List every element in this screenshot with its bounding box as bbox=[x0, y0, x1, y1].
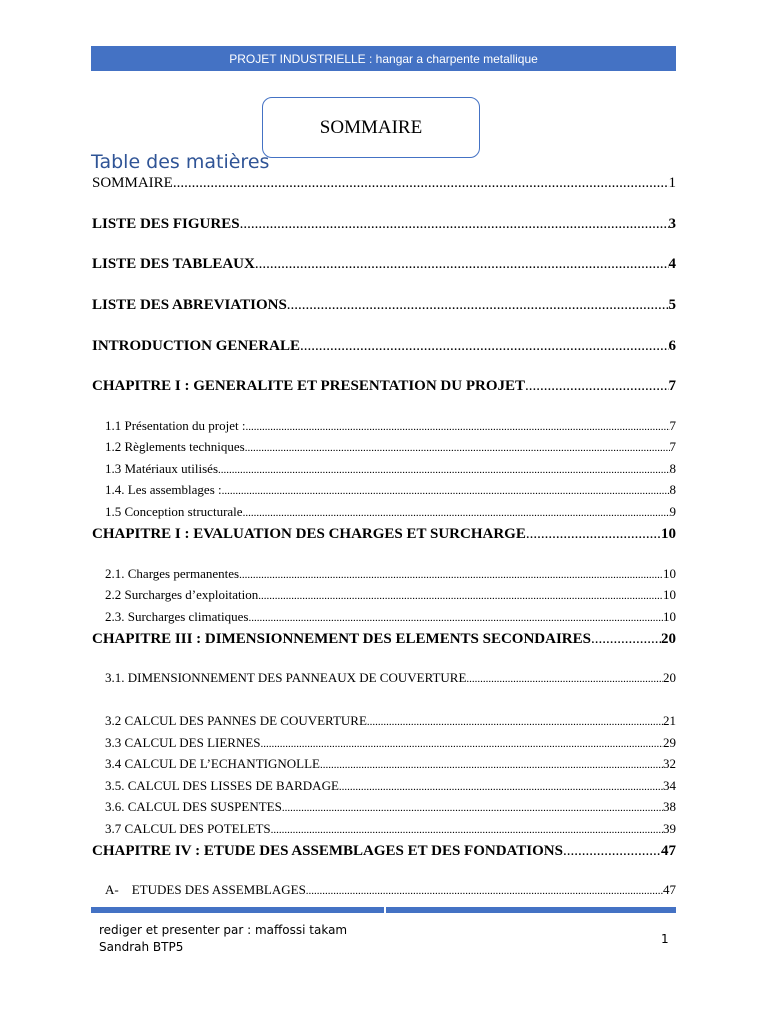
toc-entry-page: 10 bbox=[661, 526, 676, 542]
toc-entry-page: 6 bbox=[668, 338, 676, 354]
toc-leader bbox=[245, 421, 669, 433]
toc-entry-page: 34 bbox=[663, 778, 676, 793]
toc-leader bbox=[245, 442, 670, 454]
toc-leader bbox=[282, 802, 663, 814]
toc-leader bbox=[258, 590, 663, 602]
toc-entry[interactable] bbox=[105, 461, 676, 477]
toc-entry-page: 10 bbox=[663, 609, 676, 624]
toc-entry-label: 3.6. CALCUL DES SUSPENTES bbox=[105, 799, 282, 814]
toc-entry-page: 10 bbox=[663, 587, 676, 602]
toc-leader bbox=[563, 843, 661, 860]
toc-entry[interactable] bbox=[105, 882, 676, 898]
toc-entry[interactable] bbox=[105, 439, 676, 455]
toc-entry[interactable] bbox=[105, 482, 676, 498]
toc-entry-label: 2.2 Surcharges d’exploitation bbox=[105, 587, 259, 602]
sommaire-box bbox=[262, 97, 480, 158]
toc-entry[interactable] bbox=[92, 216, 676, 233]
toc-entry-page: 8 bbox=[669, 482, 676, 497]
toc-entry[interactable] bbox=[92, 175, 676, 192]
toc-entry[interactable] bbox=[92, 843, 676, 860]
toc-entry[interactable] bbox=[105, 735, 676, 751]
toc-leader bbox=[240, 216, 669, 233]
toc-entry-label: 1.3 Matériaux utilisés bbox=[105, 461, 219, 476]
toc-entry-page: 29 bbox=[663, 735, 676, 750]
toc-leader bbox=[218, 464, 669, 476]
toc-title: Table des matières bbox=[91, 151, 270, 173]
toc-entry-page: 4 bbox=[668, 256, 676, 272]
toc-entry-label: 1.2 Règlements techniques bbox=[105, 439, 245, 454]
toc-leader bbox=[243, 507, 670, 519]
toc-leader bbox=[526, 526, 661, 543]
toc-entry-page: 7 bbox=[669, 418, 676, 433]
sommaire-label: SOMMAIRE bbox=[319, 116, 423, 138]
toc-entry-page: 1 bbox=[668, 175, 676, 191]
toc-entry-label: 2.3. Surcharges climatiques bbox=[105, 609, 249, 624]
toc-entry-label: CHAPITRE IV : ETUDE DES ASSEMBLAGES ET DES FONDATIONS bbox=[92, 843, 563, 859]
toc-entry[interactable] bbox=[105, 799, 676, 815]
toc-leader bbox=[525, 378, 669, 395]
toc-entry[interactable] bbox=[92, 631, 676, 648]
toc-entry-label: 3.1. DIMENSIONNEMENT DES PANNEAUX DE COUVERTURE bbox=[105, 670, 467, 685]
toc-leader bbox=[591, 631, 661, 648]
toc-leader bbox=[367, 716, 663, 728]
toc-entry-label: LISTE DES ABREVIATIONS bbox=[92, 297, 287, 313]
toc-entry-page: 10 bbox=[663, 566, 676, 581]
footer-line-1: rediger et presenter par : maffossi takam bbox=[99, 923, 348, 937]
toc-entry-page: 8 bbox=[669, 461, 676, 476]
toc-entry-label: CHAPITRE I : EVALUATION DES CHARGES ET SURCHARGE bbox=[92, 526, 526, 542]
toc-leader bbox=[339, 781, 663, 793]
toc-entry-label: 1.5 Conception structurale bbox=[105, 504, 243, 519]
toc-entry-page: 47 bbox=[661, 843, 676, 859]
toc-entry-label: 3.5. CALCUL DES LISSES DE BARDAGE bbox=[105, 778, 339, 793]
toc-leader bbox=[255, 256, 669, 273]
toc-entry-label: 3.7 CALCUL DES POTELETS bbox=[105, 821, 271, 836]
toc-entry-label: 2.1. Charges permanentes bbox=[105, 566, 240, 581]
toc-entry-label: 1.1 Présentation du projet : bbox=[105, 418, 246, 433]
toc-entry-page: 3 bbox=[668, 216, 676, 232]
toc-entry[interactable] bbox=[92, 256, 676, 273]
footer-page-number: 1 bbox=[661, 932, 669, 946]
toc-entry[interactable] bbox=[105, 778, 676, 794]
toc-entry-label: INTRODUCTION GENERALE bbox=[92, 338, 300, 354]
toc-leader bbox=[248, 612, 663, 624]
toc-entry[interactable] bbox=[105, 821, 676, 837]
toc-entry[interactable] bbox=[105, 713, 676, 729]
toc-entry-page: 7 bbox=[668, 378, 676, 394]
toc-entry-page: 20 bbox=[661, 631, 676, 647]
footer-line-2: Sandrah BTP5 bbox=[99, 940, 184, 954]
toc-entry[interactable] bbox=[105, 418, 676, 434]
toc-entry-label: 3.3 CALCUL DES LIERNES bbox=[105, 735, 261, 750]
header-title: PROJET INDUSTRIELLE : hangar a charpente metallique bbox=[229, 51, 538, 66]
toc-entry-page: 9 bbox=[669, 504, 676, 519]
toc-leader bbox=[320, 759, 663, 771]
toc-entry[interactable] bbox=[105, 587, 676, 603]
toc-leader bbox=[300, 338, 669, 355]
toc-entry-label: 1.4. Les assemblages : bbox=[105, 482, 222, 497]
toc-entry-label: A- ETUDES DES ASSEMBLAGES bbox=[105, 882, 306, 897]
toc-entry-label: CHAPITRE I : GENERALITE ET PRESENTATION DU PROJET bbox=[92, 378, 525, 394]
toc-entry-label: LISTE DES TABLEAUX bbox=[92, 256, 255, 272]
toc-entry-label: LISTE DES FIGURES bbox=[92, 216, 240, 232]
toc-entry[interactable] bbox=[92, 526, 676, 543]
toc-leader bbox=[173, 175, 669, 192]
toc-entry-page: 32 bbox=[663, 756, 676, 771]
toc-entry[interactable] bbox=[92, 338, 676, 355]
toc-entry-page: 47 bbox=[663, 882, 676, 897]
toc-entry-page: 7 bbox=[669, 439, 676, 454]
footer-divider-left bbox=[91, 907, 384, 913]
toc-leader bbox=[261, 738, 663, 750]
toc-leader bbox=[287, 297, 669, 314]
toc-entry[interactable] bbox=[105, 756, 676, 772]
toc-entry-label: CHAPITRE III : DIMENSIONNEMENT DES ELEMENTS SECONDAIRES bbox=[92, 631, 591, 647]
toc-entry[interactable] bbox=[105, 670, 676, 686]
toc-leader bbox=[271, 824, 663, 836]
toc-entry-label: 3.4 CALCUL DE L’ECHANTIGNOLLE bbox=[105, 756, 320, 771]
toc-leader bbox=[466, 673, 663, 685]
footer-author bbox=[99, 922, 347, 956]
toc-entry-page: 20 bbox=[663, 670, 676, 685]
toc-entry[interactable] bbox=[92, 378, 676, 395]
toc-leader bbox=[239, 569, 663, 581]
toc-entry-page: 39 bbox=[663, 821, 676, 836]
toc-entry[interactable] bbox=[92, 297, 676, 314]
toc-leader bbox=[222, 485, 670, 497]
toc-entry-page: 5 bbox=[668, 297, 676, 313]
toc-entry[interactable] bbox=[105, 504, 676, 520]
toc-leader bbox=[306, 885, 663, 897]
toc-entry-label: SOMMAIRE bbox=[92, 175, 173, 191]
toc-entry-label: 3.2 CALCUL DES PANNES DE COUVERTURE bbox=[105, 713, 367, 728]
page-header bbox=[91, 46, 676, 71]
toc-entry[interactable] bbox=[105, 566, 676, 582]
footer-divider-right bbox=[386, 907, 676, 913]
toc-entry-page: 38 bbox=[663, 799, 676, 814]
toc-entry-page: 21 bbox=[663, 713, 676, 728]
toc-entry[interactable] bbox=[105, 609, 676, 625]
